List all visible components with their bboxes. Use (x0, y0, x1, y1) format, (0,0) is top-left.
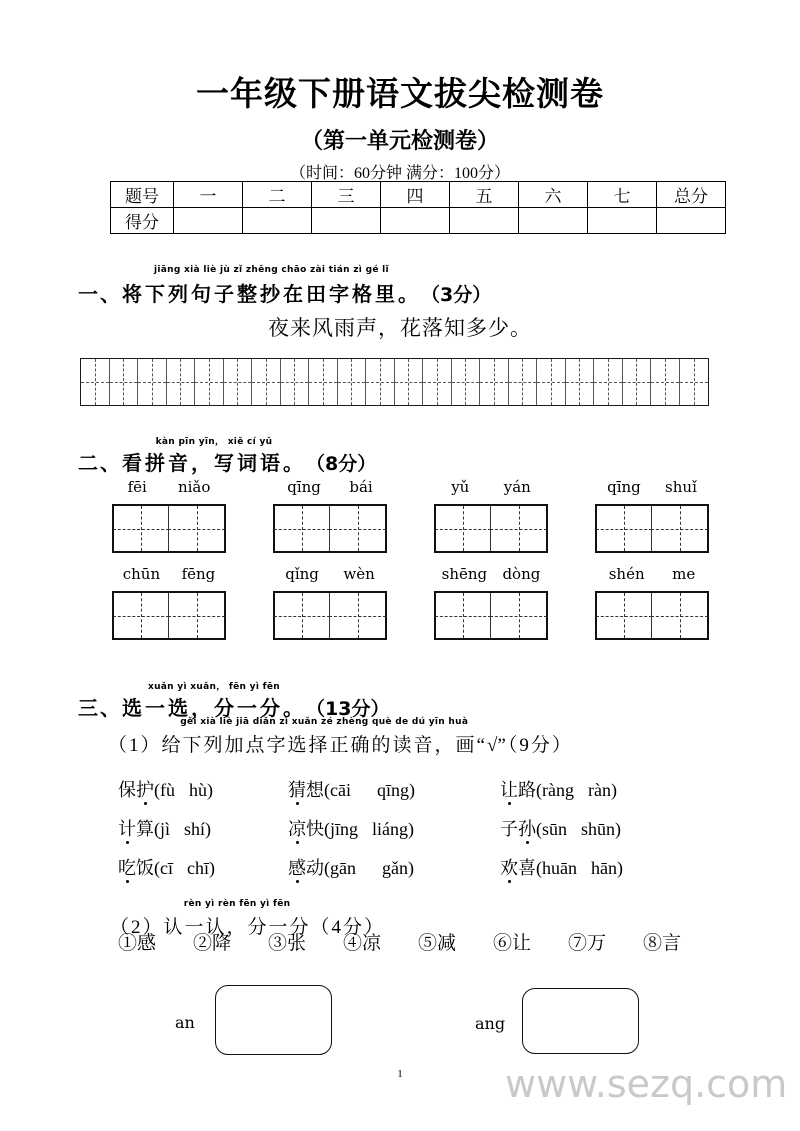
bin-label-ang: ang (475, 1014, 506, 1033)
char: 饭 (136, 858, 154, 878)
section-1-number: 一、 (78, 282, 122, 306)
score-cell-6[interactable] (519, 208, 588, 234)
choice-word (500, 819, 536, 839)
choice-item-3[interactable]: 让路(ràng ràn) (500, 776, 617, 802)
dotted-char: 护 (136, 776, 154, 802)
score-table-col-6: 六 (519, 182, 588, 208)
pinyin-syllable: shén (608, 565, 645, 583)
word-pinyin-3 (434, 478, 548, 496)
tianzige-cell[interactable] (452, 359, 481, 405)
dotted-char: 猜 (288, 776, 306, 802)
choice-option-b[interactable]: shūn (581, 819, 616, 839)
pinyin-syllable: qīng (607, 478, 641, 496)
char: 子 (500, 819, 518, 839)
tianzige-cell[interactable] (623, 359, 652, 405)
section-2-points: （8分） (306, 453, 377, 475)
tianzige-cell[interactable] (566, 359, 595, 405)
sub1-text: 给下列加点字选择正确的读音，画“ (161, 735, 487, 756)
section-1-text: 将下列句子整抄在田字格里。 (122, 282, 421, 306)
pinyin-syllable: fēi (127, 478, 147, 496)
table-row-scores (111, 208, 726, 234)
choice-word (288, 819, 324, 839)
tianzige-cell[interactable] (275, 593, 330, 638)
pinyin-syllable: bái (349, 478, 373, 496)
tianzige-cell[interactable] (480, 359, 509, 405)
choice-option-b[interactable]: ràn (587, 780, 611, 800)
tianzige-cell[interactable] (651, 359, 680, 405)
choice-item-4[interactable]: 计算(jì shí) (118, 815, 211, 841)
tianzige-cell[interactable] (167, 359, 196, 405)
exam-info-line: （时间：60分钟 满分：100分） (289, 165, 510, 182)
tianzige-cell[interactable] (224, 359, 253, 405)
char: 路 (518, 780, 536, 800)
char: 保 (118, 780, 136, 800)
word-answer-box-4[interactable] (595, 504, 709, 553)
word-pinyin-4 (595, 478, 709, 496)
score-cell-4[interactable] (381, 208, 450, 234)
tianzige-cell[interactable] (597, 593, 652, 638)
score-cell-1[interactable] (174, 208, 243, 234)
word-answer-box-8[interactable] (595, 591, 709, 640)
bin-box-an[interactable] (215, 985, 332, 1055)
tianzige-cell[interactable] (195, 359, 224, 405)
dotted-char: 感 (288, 854, 306, 880)
choice-item-2[interactable]: 猜想(cāi qīng) (288, 776, 415, 802)
tianzige-cell[interactable] (436, 506, 491, 551)
pinyin-syllable: yán (503, 478, 531, 496)
choice-option-b[interactable]: hù (189, 780, 207, 800)
pinyin-syllable: me (672, 565, 696, 583)
word-pinyin-5 (112, 565, 226, 583)
sub1-text-end: ” (497, 735, 508, 756)
choice-option-a[interactable]: jì (160, 819, 171, 839)
tianzige-cell[interactable] (491, 593, 546, 638)
choice-option-b[interactable]: chī (187, 858, 209, 878)
choice-word (500, 780, 536, 800)
choice-option-a[interactable]: huān (542, 858, 577, 878)
score-table-col-7: 七 (588, 182, 657, 208)
choice-word (118, 858, 154, 878)
word-answer-box-5[interactable] (112, 591, 226, 640)
sub2-label: （2） (110, 917, 164, 938)
word-answer-box-2[interactable] (273, 504, 387, 553)
score-cell-5[interactable] (450, 208, 519, 234)
section-1-points: （3分） (421, 284, 492, 306)
section-3-text: 选一选，分一分。 (122, 696, 306, 720)
choice-option-a[interactable]: cī (160, 858, 173, 878)
tianzige-cell[interactable] (338, 359, 367, 405)
pinyin-syllable: chūn (122, 565, 161, 583)
word-pinyin-7 (434, 565, 548, 583)
score-cell-3[interactable] (312, 208, 381, 234)
score-cell-total[interactable] (657, 208, 726, 234)
choice-item-9[interactable]: 欢喜(huān hān) (500, 854, 623, 880)
tianzige-writing-strip[interactable] (80, 358, 709, 406)
section-1-heading (78, 265, 492, 307)
dotted-char: 让 (500, 776, 518, 802)
section-3-points: （13分） (306, 698, 390, 720)
sub1-pinyin: gěi xià liè jiā diǎn zì xuǎn zé zhèng què de dú yīn huà (180, 717, 469, 727)
tianzige-cell[interactable] (275, 506, 330, 551)
list-item[interactable]: ①感 (118, 933, 157, 954)
pinyin-syllable: qīng (287, 478, 321, 496)
tianzige-cell[interactable] (652, 593, 707, 638)
choice-option-a[interactable]: fù (160, 780, 175, 800)
choice-word (288, 780, 324, 800)
section-3-number: 三、 (78, 696, 122, 720)
dotted-char: 凉 (288, 815, 306, 841)
score-table-col-1: 一 (174, 182, 243, 208)
tianzige-cell[interactable] (652, 506, 707, 551)
choice-option-a[interactable]: jīng (330, 819, 359, 839)
tianzige-cell[interactable] (537, 359, 566, 405)
pinyin-syllable: wèn (343, 565, 375, 583)
tianzige-cell[interactable] (114, 506, 169, 551)
bin-label-an: an (175, 1013, 195, 1032)
choice-word (118, 819, 154, 839)
word-pinyin-1 (112, 478, 226, 496)
choice-option-a[interactable]: ràng (542, 780, 574, 800)
page-title: 一年级下册语文拔尖检测卷 (196, 74, 604, 113)
numbered-char-list (118, 928, 718, 955)
tianzige-cell[interactable] (330, 593, 385, 638)
choice-option-b[interactable]: qīng (376, 780, 409, 800)
choice-item-1[interactable]: 保护(fù hù) (118, 776, 213, 802)
pinyin-syllable: shēng (441, 565, 488, 583)
score-table-col-3: 三 (312, 182, 381, 208)
word-pinyin-8 (595, 565, 709, 583)
pinyin-syllable: niǎo (177, 478, 211, 496)
list-item[interactable]: ⑧言 (643, 933, 682, 954)
tianzige-cell[interactable] (169, 593, 224, 638)
choice-item-7[interactable]: 吃饭(cī chī) (118, 854, 215, 880)
section-2-heading (78, 437, 377, 476)
pinyin-syllable: qǐng (285, 565, 319, 583)
tianzige-cell[interactable] (309, 359, 338, 405)
pinyin-syllable: fēng (181, 565, 216, 583)
bin-box-ang[interactable] (522, 988, 639, 1054)
dotted-char: 欢 (500, 854, 518, 880)
page-number: 1 (397, 1068, 403, 1080)
list-item[interactable]: ②降 (193, 933, 232, 954)
word-pinyin-2 (273, 478, 387, 496)
choice-item-8[interactable]: 感动(gān gǎn) (288, 854, 414, 880)
sub2-points: （4分） (310, 917, 386, 938)
watermark: www.sezq.com (505, 1062, 788, 1106)
tianzige-cell[interactable] (169, 506, 224, 551)
pinyin-syllable: yǔ (451, 478, 470, 496)
choice-word (500, 858, 536, 878)
choice-option-b[interactable]: liáng (372, 819, 409, 839)
section-3-pinyin: xuǎn yì xuǎn， fēn yì fēn (147, 682, 280, 692)
word-answer-box-7[interactable] (434, 591, 548, 640)
choice-option-a[interactable]: gān (330, 858, 356, 878)
list-item[interactable]: ⑤减 (418, 933, 457, 954)
dotted-char: 吃 (118, 854, 136, 880)
word-answer-box-6[interactable] (273, 591, 387, 640)
tianzige-cell[interactable] (110, 359, 139, 405)
list-item[interactable]: ⑦万 (568, 933, 607, 954)
score-cell-2[interactable] (243, 208, 312, 234)
choice-option-a[interactable]: cāi (330, 780, 351, 800)
tianzige-cell[interactable] (436, 593, 491, 638)
tianzige-cell[interactable] (594, 359, 623, 405)
section-3-sub1-heading (108, 717, 573, 757)
section-2-pinyin: kàn pīn yīn， xiě cí yǔ (155, 437, 273, 447)
char: 想 (306, 780, 324, 800)
sub2-pinyin: rèn yì rèn fēn yì fēn (183, 899, 291, 909)
choice-option-b[interactable]: gǎn (382, 858, 408, 878)
choice-word (118, 780, 154, 800)
choice-item-5[interactable]: 凉快(jīng liáng) (288, 815, 414, 841)
sub2-text: 认一认，分一分 (163, 917, 311, 938)
tianzige-cell[interactable] (423, 359, 452, 405)
char: 动 (306, 858, 324, 878)
section-1-pinyin: jiāng xià liè jù zǐ zhěng chāo zài tián zì gé lǐ (154, 265, 389, 275)
tianzige-cell[interactable] (138, 359, 167, 405)
list-item[interactable]: ③张 (268, 933, 307, 954)
char: 喜 (518, 858, 536, 878)
word-answer-box-3[interactable] (434, 504, 548, 553)
pinyin-syllable: dòng (502, 565, 541, 583)
page-subtitle: （第一单元检测卷） (300, 129, 499, 154)
tianzige-cell[interactable] (281, 359, 310, 405)
dotted-char: 孙 (518, 815, 536, 841)
choice-option-b[interactable]: shí (184, 819, 206, 839)
tianzige-cell[interactable] (680, 359, 709, 405)
section-2-number: 二、 (78, 451, 122, 475)
char: 算 (136, 819, 154, 839)
score-table-row-label: 题号 (111, 182, 174, 208)
tianzige-cell[interactable] (114, 593, 169, 638)
sub1-label: （1） (108, 735, 162, 756)
score-table-row-label-score: 得分 (111, 208, 174, 234)
choice-item-6[interactable]: 子孙(sūn shūn) (500, 815, 621, 841)
tianzige-cell[interactable] (491, 506, 546, 551)
checkmark-icon: √ (486, 735, 498, 756)
score-table-col-2: 二 (243, 182, 312, 208)
pinyin-syllable: shuǐ (665, 478, 697, 496)
choice-word (288, 858, 324, 878)
score-table-col-4: 四 (381, 182, 450, 208)
sub1-points: （9分） (507, 735, 573, 756)
score-cell-7[interactable] (588, 208, 657, 234)
table-row-header (111, 182, 726, 208)
tianzige-cell[interactable] (252, 359, 281, 405)
tianzige-cell[interactable] (81, 359, 110, 405)
list-item[interactable]: ④凉 (343, 933, 382, 954)
choice-option-b[interactable]: hān (591, 858, 617, 878)
tianzige-cell[interactable] (509, 359, 538, 405)
section-2-text: 看拼音，写词语。 (122, 451, 306, 475)
score-table-col-total: 总分 (657, 182, 726, 208)
choice-option-a[interactable]: sūn (542, 819, 568, 839)
tianzige-cell[interactable] (330, 506, 385, 551)
tianzige-cell[interactable] (366, 359, 395, 405)
word-pinyin-6 (273, 565, 387, 583)
list-item[interactable]: ⑥让 (493, 933, 532, 954)
score-table (110, 181, 726, 234)
copy-sentence: 夜来风雨声，花落知多少。 (268, 316, 532, 340)
char: 快 (306, 819, 324, 839)
score-table-col-5: 五 (450, 182, 519, 208)
word-answer-box-1[interactable] (112, 504, 226, 553)
dotted-char: 计 (118, 815, 136, 841)
tianzige-cell[interactable] (597, 506, 652, 551)
tianzige-cell[interactable] (395, 359, 424, 405)
